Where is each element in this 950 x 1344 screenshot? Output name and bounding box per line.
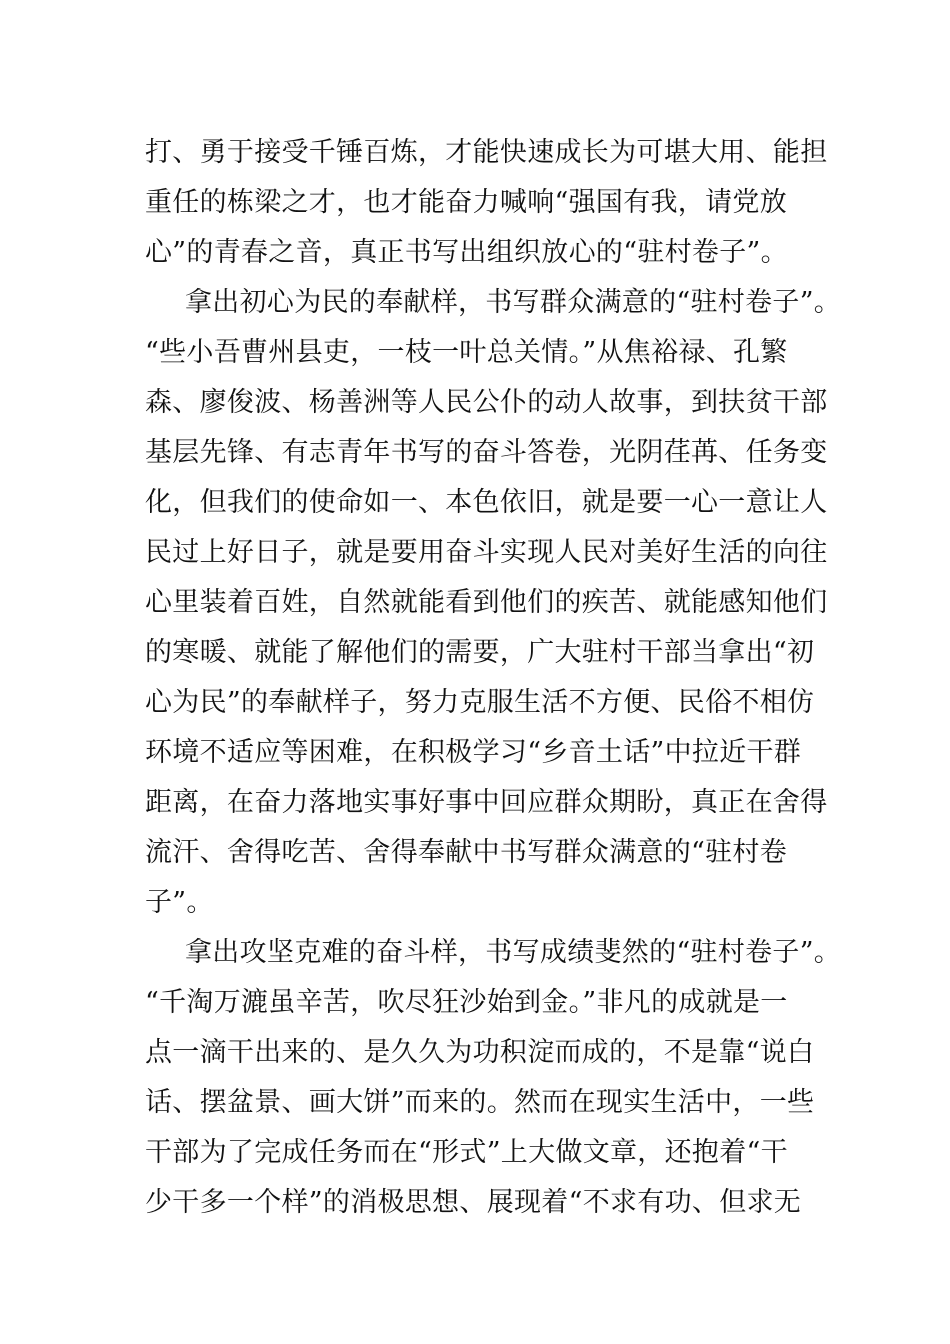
- text-line: 打、勇于接受千锤百炼，才能快速成长为可堪大用、能担: [145, 137, 828, 168]
- text-line: 流汗、舍得吃苦、舍得奉献中书写群众满意的“驻村卷: [145, 837, 788, 868]
- paragraph-start-line: 拿出攻坚克难的奋斗样，书写成绩斐然的“驻村卷子”。: [185, 937, 842, 968]
- text-line: 森、廖俊波、杨善洲等人民公仆的动人故事，到扶贫干部: [145, 387, 828, 418]
- text-line: “千淘万漉虽辛苦，吹尽狂沙始到金。”非凡的成就是一: [145, 987, 788, 1018]
- text-line: 心为民”的奉献样子，努力克服生活不方便、民俗不相仿: [145, 687, 815, 718]
- text-line: 心里装着百姓，自然就能看到他们的疾苦、就能感知他们: [145, 587, 828, 618]
- text-line: 心”的青春之音，真正书写出组织放心的“驻村卷子”。: [145, 237, 788, 268]
- text-line: 点一滴干出来的、是久久为功积淀而成的，不是靠“说白: [145, 1037, 815, 1068]
- text-line: 子”。: [145, 887, 214, 918]
- text-line: 基层先锋、有志青年书写的奋斗答卷，光阴荏苒、任务变: [145, 437, 828, 468]
- text-line: 化，但我们的使命如一、本色依旧，就是要一心一意让人: [145, 487, 828, 518]
- text-line: 重任的栋梁之才，也才能奋力喊响“强国有我，请党放: [145, 187, 788, 218]
- text-line: 距离，在奋力落地实事好事中回应群众期盼，真正在舍得: [145, 787, 828, 818]
- text-line: 环境不适应等困难，在积极学习“乡音土话”中拉近干群: [145, 737, 802, 768]
- text-line: 的寒暖、就能了解他们的需要，广大驻村干部当拿出“初: [145, 637, 815, 668]
- text-line: 干部为了完成任务而在“形式”上大做文章，还抱着“干: [145, 1137, 788, 1168]
- text-line: 少干多一个样”的消极思想、展现着“不求有功、但求无: [145, 1187, 802, 1218]
- paragraph-start-line: 拿出初心为民的奉献样，书写群众满意的“驻村卷子”。: [185, 287, 842, 318]
- text-line: “些小吾曹州县吏，一枝一叶总关情。”从焦裕禄、孔繁: [145, 337, 788, 368]
- text-line: 话、摆盆景、画大饼”而来的。然而在现实生活中，一些: [145, 1087, 815, 1118]
- text-line: 民过上好日子，就是要用奋斗实现人民对美好生活的向往: [145, 537, 828, 568]
